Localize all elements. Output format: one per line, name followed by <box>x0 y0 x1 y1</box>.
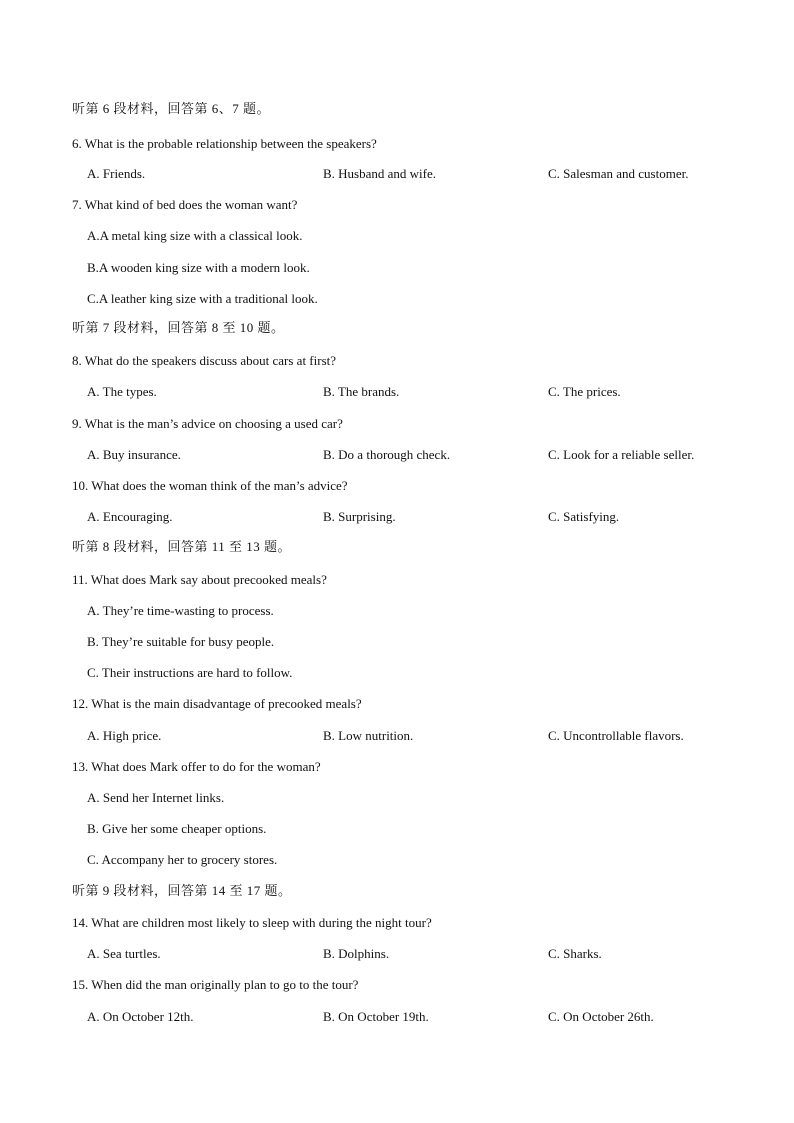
question-10-option-c: C. Satisfying. <box>548 509 620 524</box>
section-heading-6: 听第 6 段材料，回答第 6、7 题。 <box>72 101 271 116</box>
question-12-option-b: B. Low nutrition. <box>323 728 414 743</box>
question-8-option-c: C. The prices. <box>548 384 621 399</box>
question-8-option-a: A. The types. <box>87 384 157 399</box>
question-8-stem: 8. What do the speakers discuss about cars at first? <box>72 353 337 368</box>
question-11-option-b: B. They’re suitable for busy people. <box>87 634 275 649</box>
question-6-option-c: C. Salesman and customer. <box>548 166 689 181</box>
section-heading-8: 听第 8 段材料，回答第 11 至 13 题。 <box>72 539 292 554</box>
section-heading-9: 听第 9 段材料，回答第 14 至 17 题。 <box>72 883 292 898</box>
question-12-option-c: C. Uncontrollable flavors. <box>548 728 684 743</box>
section-heading-7: 听第 7 段材料，回答第 8 至 10 题。 <box>72 320 285 335</box>
question-6-stem: 6. What is the probable relationship between the speakers? <box>72 136 377 151</box>
question-13-option-a: A. Send her Internet links. <box>87 790 225 805</box>
question-10-stem: 10. What does the woman think of the man’s advice? <box>72 478 348 493</box>
question-9-stem: 9. What is the man’s advice on choosing a used car? <box>72 416 343 431</box>
question-9-option-b: B. Do a thorough check. <box>323 447 451 462</box>
question-11-option-c: C. Their instructions are hard to follow. <box>87 665 293 680</box>
question-13-option-c: C. Accompany her to grocery stores. <box>87 852 278 867</box>
question-11-option-a: A. They’re time-wasting to process. <box>87 603 274 618</box>
question-8-option-b: B. The brands. <box>323 384 400 399</box>
question-9-option-a: A. Buy insurance. <box>87 447 181 462</box>
question-7-option-a: A.A metal king size with a classical look. <box>87 228 303 243</box>
question-6-option-b: B. Husband and wife. <box>323 166 437 181</box>
question-14-option-a: A. Sea turtles. <box>87 946 161 961</box>
question-15-stem: 15. When did the man originally plan to go to the tour? <box>72 977 359 992</box>
question-12-stem: 12. What is the main disadvantage of precooked meals? <box>72 696 362 711</box>
question-9-option-c: C. Look for a reliable seller. <box>548 447 695 462</box>
question-15-option-a: A. On October 12th. <box>87 1009 194 1024</box>
question-10-option-b: B. Surprising. <box>323 509 396 524</box>
question-12-option-a: A. High price. <box>87 728 162 743</box>
question-6-option-a: A. Friends. <box>87 166 146 181</box>
question-13-option-b: B. Give her some cheaper options. <box>87 821 267 836</box>
question-7-stem: 7. What kind of bed does the woman want? <box>72 197 298 212</box>
question-7-option-c: C.A leather king size with a traditional look. <box>87 291 318 306</box>
question-14-option-b: B. Dolphins. <box>323 946 390 961</box>
question-13-stem: 13. What does Mark offer to do for the woman? <box>72 759 321 774</box>
question-14-stem: 14. What are children most likely to sleep with during the night tour? <box>72 915 432 930</box>
question-10-option-a: A. Encouraging. <box>87 509 173 524</box>
question-15-option-b: B. On October 19th. <box>323 1009 429 1024</box>
question-15-option-c: C. On October 26th. <box>548 1009 654 1024</box>
question-14-option-c: C. Sharks. <box>548 946 602 961</box>
question-11-stem: 11. What does Mark say about precooked meals? <box>72 572 327 587</box>
question-7-option-b: B.A wooden king size with a modern look. <box>87 260 310 275</box>
